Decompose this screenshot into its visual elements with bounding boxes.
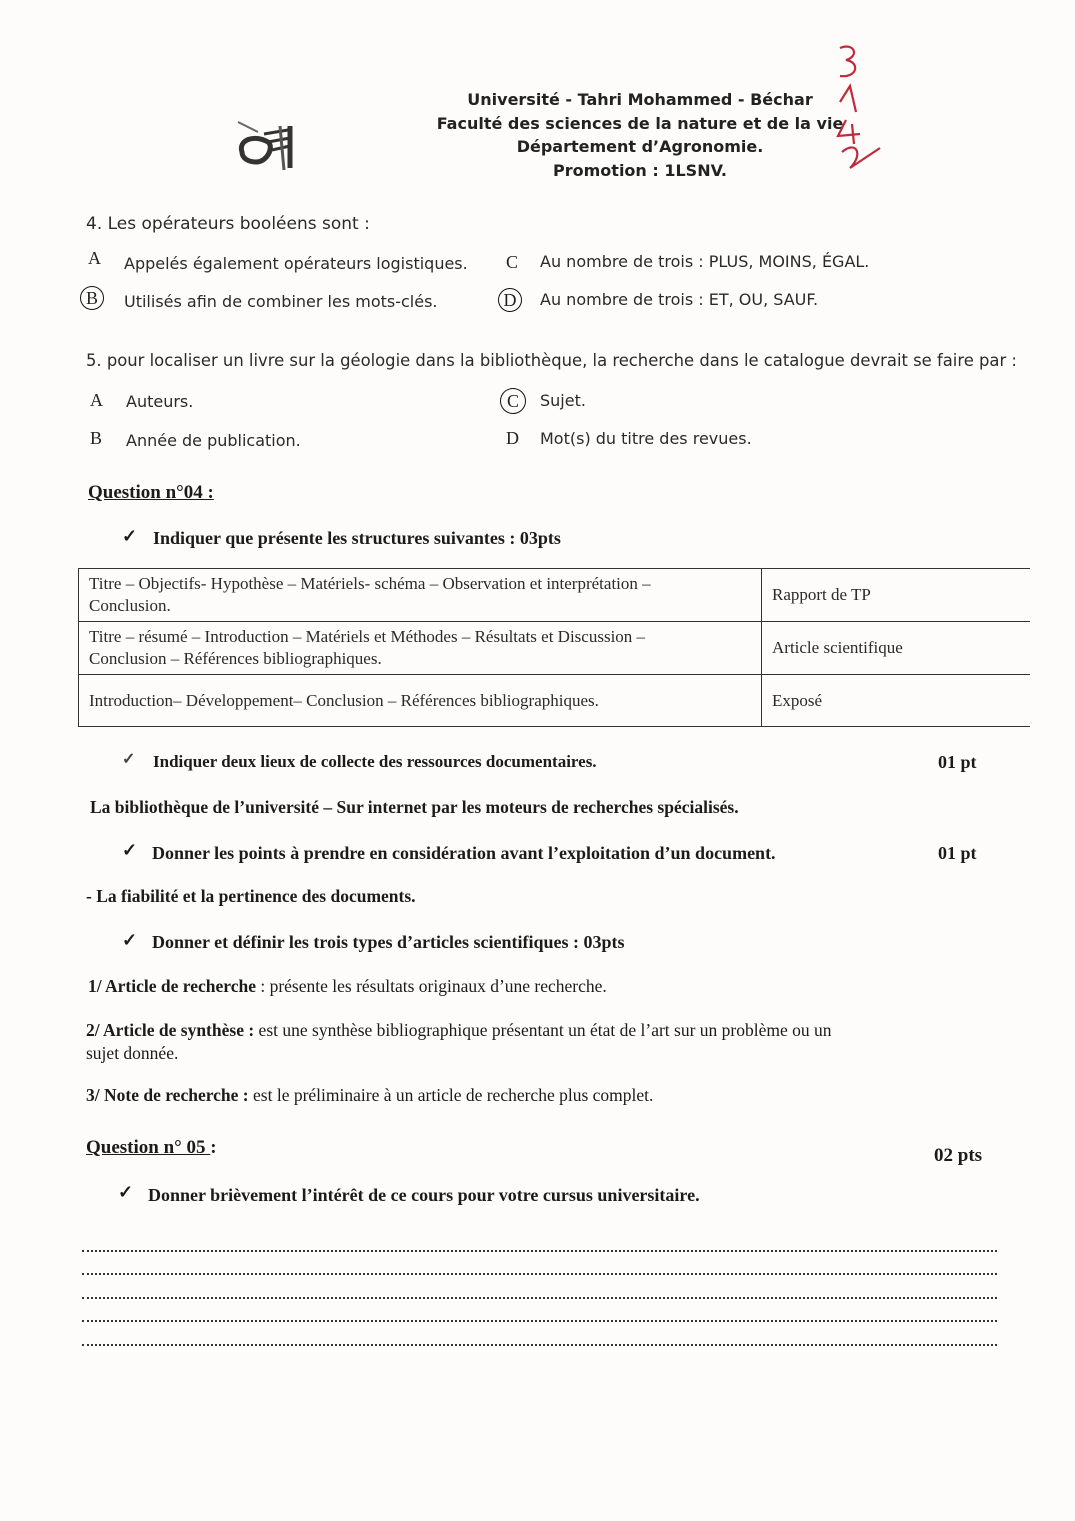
structure-line: Conclusion. xyxy=(89,596,171,615)
article-term: 1/ Article de recherche xyxy=(88,976,256,996)
points-value: 03pts xyxy=(583,932,625,952)
instruction-interet-cours: Donner brièvement l’intérêt de ce cours pour votre cursus universitaire. xyxy=(148,1185,700,1205)
option-text: Utilisés afin de combiner les mots-clés. xyxy=(124,292,438,311)
university-logo-icon xyxy=(228,112,310,186)
article-definition: est une synthèse bibliographique présentant un état de l’art sur un problème ou un xyxy=(258,1020,832,1040)
option-letter-d-circled xyxy=(498,288,522,312)
instruction-text: Donner et définir les trois types d’articles scientifiques : xyxy=(152,932,584,952)
header-department: Département d’Agronomie. xyxy=(516,137,764,156)
article-term: 3/ Note de recherche : xyxy=(86,1085,254,1105)
question-05-colon: : xyxy=(210,1137,217,1158)
question-05-title: Question n° 05 xyxy=(86,1137,211,1158)
header-university: Université - Tahri Mohammed - Béchar xyxy=(467,90,813,109)
instruction-types-articles xyxy=(152,932,624,953)
check-icon: ✓ xyxy=(122,526,138,546)
table-cell-structure xyxy=(79,622,762,675)
article-synthese xyxy=(86,1019,832,1065)
option-letter-c: C xyxy=(506,252,519,272)
option-text: Au nombre de trois : PLUS, MOINS, ÉGAL. xyxy=(540,252,870,271)
option-letter: D xyxy=(503,289,517,310)
handwritten-marks xyxy=(820,40,910,180)
article-recherche xyxy=(88,976,607,997)
option-text: Appelés également opérateurs logistiques. xyxy=(124,254,468,273)
option-letter-b-circled xyxy=(80,286,104,310)
question-05-heading xyxy=(86,1137,217,1159)
structure-line: Titre – résumé – Introduction – Matériels et Méthodes – Résultats et Discussion – xyxy=(89,627,646,646)
option-text: Mot(s) du titre des revues. xyxy=(540,429,752,448)
table-row xyxy=(79,569,1031,622)
option-letter-b: B xyxy=(90,428,103,448)
instruction-lieux: Indiquer deux lieux de collecte des ressources documentaires. xyxy=(153,752,597,771)
note-recherche xyxy=(86,1085,653,1106)
answer-line xyxy=(82,1297,997,1299)
structure-line: Introduction– Développement– Conclusion – Références bibliographiques. xyxy=(89,690,599,710)
option-text: Au nombre de trois : ET, OU, SAUF. xyxy=(540,290,819,309)
option-letter: C xyxy=(506,390,519,411)
question-04-heading: Question n°04 : xyxy=(88,482,214,503)
option-letter-c-circled xyxy=(500,388,526,414)
table-row xyxy=(79,675,1031,727)
header-promotion: Promotion : 1LSNV. xyxy=(553,160,727,180)
booleens-question: 4. Les opérateurs booléens sont : xyxy=(86,214,370,234)
structures-table xyxy=(78,568,1030,727)
check-icon: ✓ xyxy=(122,751,136,768)
handwritten-marks-drawing xyxy=(820,40,910,180)
table-row xyxy=(79,622,1031,675)
answer-line xyxy=(82,1273,997,1275)
answer-line xyxy=(82,1250,997,1252)
check-icon: ✓ xyxy=(118,1182,134,1202)
option-text: Sujet. xyxy=(540,391,586,410)
option-text: Auteurs. xyxy=(126,392,194,411)
table-cell-type: Rapport de TP xyxy=(762,569,1031,622)
answer-points: - La fiabilité et la pertinence des documents. xyxy=(86,886,416,906)
points-value: 01 pt xyxy=(938,752,977,772)
answer-line xyxy=(82,1344,997,1346)
table-cell-type: Exposé xyxy=(762,675,1031,727)
answer-lieux: La bibliothèque de l’université – Sur internet par les moteurs de recherches spécialisés. xyxy=(90,797,739,817)
table-cell-structure xyxy=(79,569,762,622)
article-definition: est le préliminaire à un article de recherche plus complet. xyxy=(253,1085,654,1105)
article-term: 2/ Article de synthèse : xyxy=(86,1020,259,1040)
option-text: Année de publication. xyxy=(126,431,301,450)
points-value: 02 pts xyxy=(934,1145,983,1166)
option-letter: B xyxy=(85,287,98,308)
check-icon: ✓ xyxy=(122,930,138,950)
instruction-points-consideration: Donner les points à prendre en considération avant l’exploitation d’un document. xyxy=(152,843,776,863)
article-definition: : présente les résultats originaux d’une recherche. xyxy=(255,976,607,996)
option-letter-a: A xyxy=(88,248,101,268)
answer-line xyxy=(82,1320,997,1322)
header-faculty: Faculté des sciences de la nature et de la vie xyxy=(436,113,844,133)
option-letter-a: A xyxy=(90,390,103,410)
check-icon: ✓ xyxy=(122,840,138,860)
structure-line: Titre – Objectifs- Hypothèse – Matériels- schéma – Observation et interprétation – xyxy=(89,574,651,593)
instruction-text: Indiquer que présente les structures suivantes : xyxy=(153,528,520,548)
structure-line: Conclusion – Références bibliographiques. xyxy=(89,649,382,668)
table-cell-type: Article scientifique xyxy=(762,622,1031,675)
points-value: 01 pt xyxy=(938,843,977,863)
instruction-structures xyxy=(153,528,561,549)
table-cell-structure xyxy=(79,675,762,727)
points-value: 03pts xyxy=(519,528,561,548)
article-definition: sujet donnée. xyxy=(86,1043,179,1063)
geologie-question: 5. pour localiser un livre sur la géologie dans la bibliothèque, la recherche dans le catalogue devrait se faire par : xyxy=(86,351,1017,370)
option-letter-d: D xyxy=(506,428,519,448)
